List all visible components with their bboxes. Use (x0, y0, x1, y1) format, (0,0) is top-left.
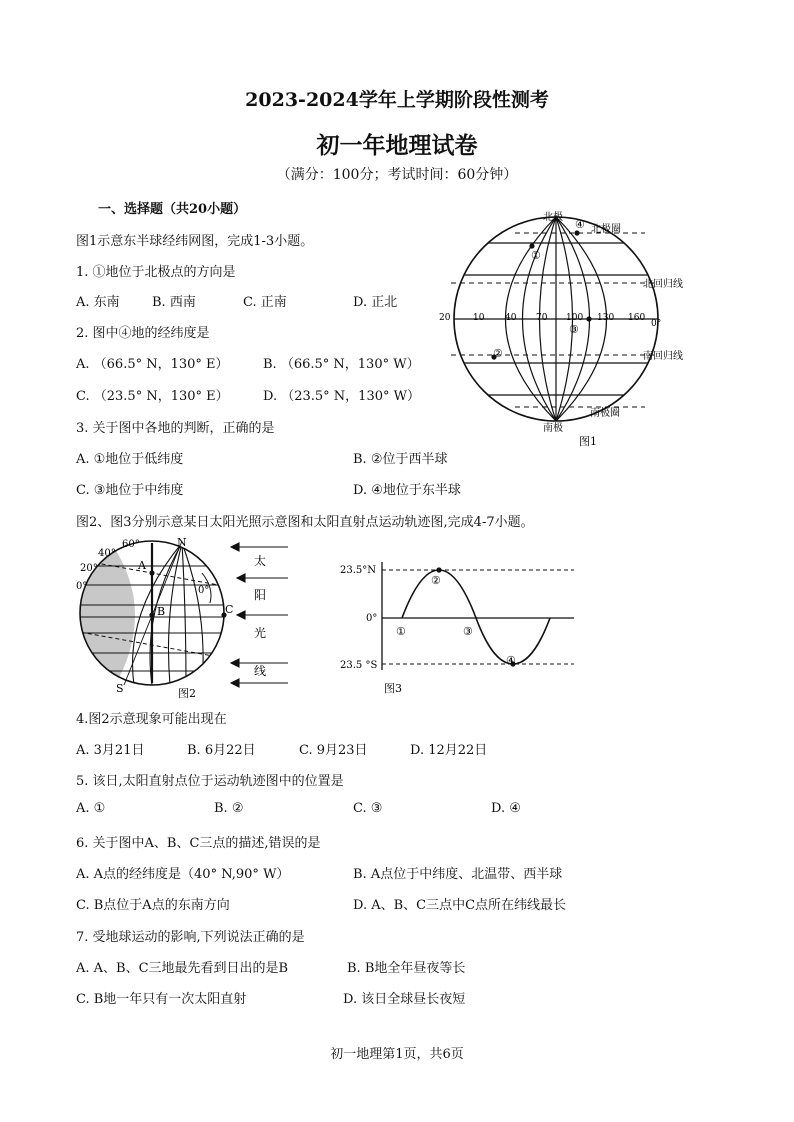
figure-3-caption: 图3 (384, 682, 402, 695)
point-A-dot (149, 570, 154, 575)
q4-option-c: C. 9月23日 (299, 743, 368, 758)
longitude-label: 20 (439, 313, 451, 323)
point-1-dot (529, 243, 534, 248)
q1-option-c: C. 正南 (243, 295, 287, 310)
q3-stem: 3. 关于图中各地的判断，正确的是 (76, 421, 275, 436)
q7-option-b: B. B地全年昼夜等长 (347, 961, 466, 976)
q7-stem: 7. 受地球运动的影响,下列说法正确的是 (76, 930, 305, 945)
arrow-head (231, 659, 239, 667)
q5-option-a: A. ① (76, 801, 106, 816)
exam-title: 2023-2024学年上学期阶段性测考 (245, 89, 549, 111)
point-1-label: ① (396, 625, 406, 638)
arrow-head (231, 543, 239, 551)
sunlight-label-char: 光 (254, 626, 267, 640)
point-4-label: ④ (506, 654, 516, 667)
point-1-label: ① (531, 249, 541, 262)
lat-0-label: 0° (76, 581, 88, 592)
q5-option-b: B. ② (214, 801, 244, 816)
longitude-label: 160 (628, 313, 646, 323)
q6-option-a: A. A点的经纬度是（40° N,90° W） (76, 867, 290, 882)
meridian-line (182, 543, 186, 685)
equator-label: 0° (651, 319, 662, 329)
q6-option-b: B. A点位于中纬度、北温带、西半球 (353, 867, 563, 882)
figure-1 (435, 205, 695, 450)
tropic-of-capricorn-label: 南回归线 (643, 351, 683, 362)
q2-option-a: A. （66.5° N，130° E） (76, 357, 229, 372)
q4-option-b: B. 6月22日 (187, 743, 256, 758)
q4-option-a: A. 3月21日 (76, 743, 145, 758)
sunlight-label-char: 阳 (254, 588, 267, 602)
q5-option-d: D. ④ (491, 801, 521, 816)
q3-option-b: B. ②位于西半球 (353, 452, 448, 467)
longitude-label: 40 (505, 313, 517, 323)
q2-stem: 2. 图中④地的经纬度是 (76, 326, 210, 341)
exam-subject-title: 初一年地理试卷 (316, 132, 478, 159)
q7-option-c: C. B地一年只有一次太阳直射 (76, 992, 247, 1007)
lon-0-label: 0° (198, 585, 210, 596)
exam-info: （满分：100分；考试时间：60分钟） (276, 167, 518, 183)
longitude-label: 130 (597, 313, 615, 323)
north-label: N (177, 536, 187, 549)
point-2-label: ② (431, 574, 441, 587)
longitude-label: 100 (566, 313, 584, 323)
q2-option-d: D. （23.5° N，130° W） (263, 389, 420, 404)
q6-stem: 6. 关于图中A、B、C三点的描述,错误的是 (76, 836, 321, 851)
q2-option-c: C. （23.5° N，130° E） (76, 389, 229, 404)
q2-option-b: B. （66.5° N，130° W） (263, 357, 420, 372)
figure-2 (74, 533, 304, 703)
point-4-label: ④ (575, 218, 585, 231)
point-3-label: ③ (569, 323, 579, 336)
point-3-dot (586, 316, 591, 321)
longitude-label: 70 (536, 313, 548, 323)
arctic-circle-label: 北极圈 (591, 224, 621, 235)
q1-option-a: A. 东南 (76, 295, 120, 310)
figure-2-caption: 图2 (178, 687, 196, 700)
q3-option-a: A. ①地位于低纬度 (76, 452, 184, 467)
lat-20-label: 20° (80, 563, 98, 574)
trajectory-curve (402, 570, 550, 664)
point-B-dot (149, 612, 154, 617)
arrow-head (237, 574, 245, 582)
intro-fig1: 图1示意东半球经纬网图，完成1-3小题。 (76, 234, 314, 249)
y-label-23n: 23.5°N (340, 565, 377, 576)
point-3-label: ③ (463, 625, 473, 638)
y-label-0: 0° (366, 613, 378, 624)
arrow-head (231, 679, 239, 687)
sunlight-label-char: 太 (254, 554, 267, 568)
q7-option-a: A. A、B、C三地最先看到日出的是B (76, 961, 289, 976)
q1-option-b: B. 西南 (152, 295, 196, 310)
south-pole-label: 南极 (543, 423, 563, 434)
antarctic-circle-label: 南极圈 (590, 408, 620, 419)
point-C-label: C (225, 603, 234, 616)
figure-3 (338, 558, 588, 698)
arrow-head (237, 611, 245, 619)
north-pole-label: 北极 (543, 212, 563, 223)
q3-option-d: D. ④地位于东半球 (353, 483, 461, 498)
page-footer: 初一地理第1页，共6页 (330, 1047, 464, 1062)
sunlight-label-char: 线 (254, 664, 267, 678)
lat-40-label: 40° (98, 548, 116, 559)
longitude-label: 10 (473, 313, 485, 323)
section-title: 一、选择题（共20小题） (98, 202, 247, 217)
tropic-of-cancer-label: 北回归线 (643, 279, 683, 290)
point-2-label: ② (493, 347, 503, 360)
south-label: S (116, 682, 124, 695)
q7-option-d: D. 该日全球昼长夜短 (343, 992, 466, 1007)
q4-option-d: D. 12月22日 (410, 743, 488, 758)
point-B-label: B (157, 605, 166, 618)
intro-fig2-fig3: 图2、图3分别示意某日太阳光照示意图和太阳直射点运动轨迹图,完成4-7小题。 (76, 515, 534, 530)
q1-stem: 1. ①地位于北极点的方向是 (76, 265, 236, 280)
point-A-label: A (138, 559, 146, 572)
lat-60-label: 60° (122, 539, 140, 550)
q5-option-c: C. ③ (353, 801, 383, 816)
point-4-dot (574, 230, 579, 235)
figure-1-caption: 图1 (579, 435, 597, 448)
q6-option-d: D. A、B、C三点中C点所在纬线最长 (353, 898, 567, 913)
q3-option-c: C. ③地位于中纬度 (76, 483, 184, 498)
q6-option-c: C. B点位于A点的东南方向 (76, 898, 230, 913)
q1-option-d: D. 正北 (353, 295, 398, 310)
point-2-dot (436, 567, 441, 572)
q4-stem: 4.图2示意现象可能出现在 (76, 712, 227, 727)
q5-stem: 5. 该日,太阳直射点位于运动轨迹图中的位置是 (76, 774, 344, 789)
y-label-23s: 23.5 °S (340, 660, 378, 671)
